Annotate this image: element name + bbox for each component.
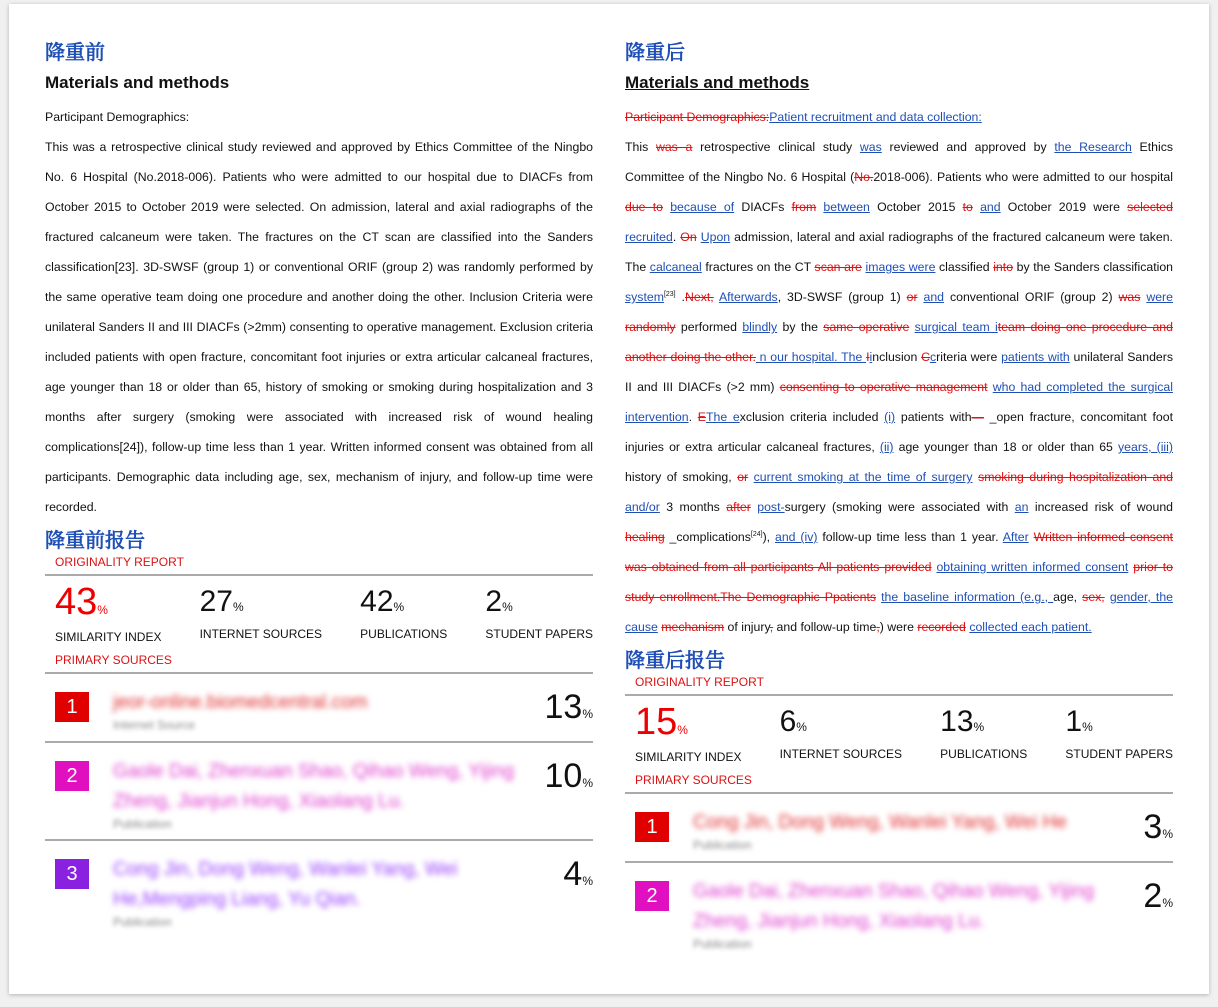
- source-info: [89, 688, 533, 732]
- unchanged-text: DIACFs: [734, 200, 792, 214]
- deleted-text: healing: [625, 530, 665, 544]
- inserted-text: who had completed the surgical intervention: [625, 380, 1173, 424]
- unchanged-text: history of smoking,: [625, 470, 738, 484]
- source-title: Cong Jin, Dong Weng, Wanlei Yang, Wei He: [693, 812, 1067, 833]
- unchanged-text: ) were: [879, 620, 918, 634]
- stat-block: [55, 581, 162, 652]
- deleted-text: was: [1118, 290, 1141, 304]
- stat-number: 43: [55, 581, 98, 623]
- after-report: [625, 648, 1173, 959]
- source-row: [625, 861, 1173, 959]
- citation-superscript: [23]: [663, 290, 676, 298]
- unchanged-text: retrospective clinical study: [692, 140, 860, 154]
- inserted-text: current smoking at the time of surgery: [753, 470, 973, 484]
- stat-value: [780, 704, 902, 745]
- stat-number: 42: [360, 585, 394, 618]
- source-percent-unit: %: [582, 776, 593, 790]
- unchanged-text: .: [672, 230, 681, 244]
- stat-label: SIMILARITY INDEX: [55, 630, 162, 644]
- inserted-text: years, (iii): [1118, 440, 1173, 454]
- unchanged-text: October 2015: [869, 200, 963, 214]
- originality-report-label: ORIGINALITY REPORT: [55, 555, 184, 569]
- source-percent-value: 10: [544, 757, 583, 795]
- stat-block: [360, 584, 447, 652]
- stat-unit: %: [973, 720, 985, 734]
- originality-report-label: ORIGINALITY REPORT: [635, 675, 764, 689]
- inserted-text: Afterwards: [718, 290, 778, 304]
- source-rank-badge: 1: [635, 812, 669, 842]
- unchanged-text: Ethics Committee of the Ningbo No. 6 Hospital (: [625, 140, 1173, 184]
- source-percent: [533, 855, 593, 900]
- deleted-text: Next,: [684, 290, 714, 304]
- unchanged-text: increased risk of wound: [1028, 500, 1173, 514]
- deleted-text: scan are: [814, 260, 862, 274]
- stat-label: STUDENT PAPERS: [1065, 747, 1173, 761]
- unchanged-text: .: [688, 410, 698, 424]
- source-row: [45, 839, 593, 937]
- source-type: Publication: [113, 817, 172, 831]
- unchanged-text: admission, lateral and axial radiographs of the fractured calcaneum were taken. The: [625, 230, 1173, 274]
- before-body: [45, 102, 593, 522]
- inserted-text: (ii): [879, 440, 894, 454]
- inserted-text: The e: [705, 410, 740, 424]
- deleted-text: from: [791, 200, 817, 214]
- stat-block: [485, 584, 593, 652]
- deleted-text: was a: [655, 140, 693, 154]
- source-row: [625, 792, 1173, 861]
- before-column: [45, 40, 593, 937]
- deleted-text: C: [921, 350, 930, 364]
- deleted-text: On: [680, 230, 697, 244]
- after-section-title: 降重后: [625, 42, 685, 64]
- unchanged-text: fractures on the CT: [701, 260, 815, 274]
- inserted-text: Patient recruitment and data collection:: [769, 110, 982, 124]
- source-title: jeor-online.biomedcentral.com: [113, 692, 368, 713]
- inserted-text: and/or: [625, 500, 660, 514]
- stats-row: [45, 576, 593, 652]
- deleted-text: consenting to operative management: [779, 380, 988, 394]
- inserted-text: system: [625, 290, 664, 304]
- unchanged-text: of injury: [724, 620, 770, 634]
- inserted-text: blindly: [742, 320, 778, 334]
- before-subheading: Participant Demographics:: [45, 110, 190, 124]
- unchanged-text: age,: [1053, 590, 1083, 604]
- inserted-text: After: [1002, 530, 1029, 544]
- inserted-text: c: [930, 350, 937, 364]
- inserted-text: calcaneal: [649, 260, 702, 274]
- source-type: Internet Source: [113, 718, 196, 732]
- stat-unit: %: [502, 600, 513, 614]
- stat-number: 27: [199, 585, 233, 618]
- citation-superscript: [24]: [750, 530, 763, 538]
- unchanged-text: age younger than 18 or older than 65: [893, 440, 1118, 454]
- stat-number: 2: [485, 585, 503, 618]
- before-report-title: 降重前报告: [45, 530, 145, 552]
- primary-sources-label: PRIMARY SOURCES: [635, 773, 752, 787]
- deleted-text: E: [697, 410, 706, 424]
- deleted-text: team doing one procedure and another doing the other.: [625, 320, 1173, 364]
- deleted-text: Written informed consent was obtained from all participants All patients provided: [625, 530, 1173, 574]
- unchanged-text: _open fracture, concomitant foot injuries or extra articular calcaneal fractures,: [625, 410, 1173, 454]
- inserted-text: images were: [865, 260, 936, 274]
- stat-unit: %: [232, 600, 244, 614]
- stat-label: INTERNET SOURCES: [199, 627, 323, 641]
- deleted-text: smoking during hospitalization and: [978, 470, 1174, 484]
- unchanged-text: This: [625, 140, 656, 154]
- unchanged-text: classified: [935, 260, 994, 274]
- deleted-text: selected: [1127, 200, 1173, 214]
- before-section-title: 降重前: [45, 42, 105, 64]
- source-rank-badge: 3: [55, 859, 89, 889]
- stat-block: [780, 704, 902, 772]
- source-percent-value: 3: [1143, 808, 1163, 846]
- source-percent-unit: %: [1162, 896, 1173, 910]
- source-row: [45, 741, 593, 839]
- unchanged-text: October 2019 were: [1000, 200, 1128, 214]
- stat-label: PUBLICATIONS: [940, 747, 1028, 761]
- after-revised-body: [625, 102, 1173, 642]
- unchanged-text: and follow-up time: [773, 620, 877, 634]
- before-heading: Materials and methods: [45, 73, 230, 92]
- stat-value: [485, 584, 593, 625]
- source-percent: [533, 757, 593, 802]
- source-percent-value: 13: [544, 688, 583, 726]
- source-title: Gaole Dai, Zhenxuan Shao, Qihao Weng, Yijing Zheng, Jianjun Hong, Xiaolang Lu.: [693, 881, 1095, 932]
- inserted-text: was: [859, 140, 882, 154]
- deleted-text: randomly: [625, 320, 676, 334]
- source-title: Gaole Dai, Zhenxuan Shao, Qihao Weng, Yijing Zheng, Jianjun Hong, Xiaolang Lu.: [113, 761, 515, 812]
- source-title: Cong Jin, Dong Weng, Wanlei Yang, Wei He,Mengping Liang, Yu Qian.: [113, 859, 458, 910]
- unchanged-text: nclusion: [872, 350, 922, 364]
- inserted-text: recruited: [625, 230, 673, 244]
- stat-unit: %: [1082, 720, 1093, 734]
- stat-unit: %: [97, 603, 108, 617]
- stats-row: [625, 696, 1173, 772]
- inserted-text: and: [980, 200, 1001, 214]
- inserted-text: between: [823, 200, 870, 214]
- inserted-text: n our hospital. The: [755, 350, 867, 364]
- stat-value: [360, 584, 447, 625]
- revised-paragraph: [625, 132, 1173, 642]
- unchanged-text: _complications: [664, 530, 751, 544]
- source-info: [89, 855, 533, 929]
- unchanged-text: patients with: [895, 410, 972, 424]
- source-percent-unit: %: [1162, 827, 1173, 841]
- source-percent: [533, 688, 593, 733]
- unchanged-text: xclusion criteria included: [739, 410, 885, 424]
- inserted-text: and (iv): [774, 530, 818, 544]
- before-paragraph: This was a retrospective clinical study reviewed and approved by Ethics Committee of the Ningbo No. 6 Hospital (No.2018-006). Patients who were admitted to our hospital due to DIACFs from October 2015 to October 2019 were selected. On admission, lateral and axial radiographs of the fractured calcaneum were taken. The fractures on the CT scan are classified into the Sanders classification[23]. 3D-SWSF (group 1) or conventional ORIF (group 2) was randomly performed by the same operative team doing one procedure and another doing the other. Inclusion Criteria were unilateral Sanders II and III DIACFs (>2mm) consenting to operative management. Exclusion criteria included patients with open fracture, concomitant foot injuries or extra articular calcaneal fractures, age younger than 18 or older than 65, history of smoking or smoking during hospitalization and 3 months after surgery (smoking were associated with increased risk of wound healing complications[24]), follow-up time less than 1 year. Written informed consent was obtained from all participants. Demographic data including age, sex, mechanism of injury, and follow-up time were recorded.: [45, 140, 593, 514]
- deleted-text: after: [726, 500, 751, 514]
- inserted-text: the Research: [1054, 140, 1132, 154]
- stat-unit: %: [393, 600, 405, 614]
- stat-label: PUBLICATIONS: [360, 627, 448, 641]
- deleted-text: same operative: [823, 320, 910, 334]
- deleted-text: to: [962, 200, 973, 214]
- unchanged-text: ),: [762, 530, 775, 544]
- unchanged-text: [973, 200, 980, 214]
- source-info: [669, 808, 1113, 852]
- revised-paragraph: [625, 102, 1173, 132]
- source-row: [45, 672, 593, 741]
- source-percent: [1113, 877, 1173, 922]
- stat-block: [635, 701, 742, 772]
- deleted-text: into: [993, 260, 1014, 274]
- inserted-text: and: [923, 290, 945, 304]
- stat-label: STUDENT PAPERS: [485, 627, 593, 641]
- unchanged-text: riteria were: [936, 350, 1002, 364]
- inserted-text: were: [1146, 290, 1173, 304]
- unchanged-text: unilateral Sanders II and III DIACFs (>2 mm): [625, 350, 1173, 394]
- source-rank-badge: 2: [55, 761, 89, 791]
- after-column: [625, 40, 1173, 959]
- deleted-text: prior to study enrollment.The Demographic Ppatients: [625, 560, 1174, 604]
- stat-block: [1065, 704, 1173, 772]
- source-percent: [1113, 808, 1173, 853]
- deleted-text: mechanism: [661, 620, 725, 634]
- stat-value: [55, 581, 161, 628]
- inserted-text: patients with: [1001, 350, 1070, 364]
- unchanged-text: performed: [675, 320, 743, 334]
- source-percent-unit: %: [582, 707, 593, 721]
- deleted-text: or: [906, 290, 918, 304]
- primary-sources-list: [45, 672, 593, 937]
- unchanged-text: conventional ORIF (group 2): [944, 290, 1119, 304]
- source-type: Publication: [693, 937, 752, 951]
- source-percent-value: 2: [1143, 877, 1163, 915]
- source-percent-value: 4: [563, 855, 583, 893]
- stat-value: [1065, 704, 1173, 745]
- inserted-text: post-: [757, 500, 785, 514]
- source-info: [669, 877, 1113, 951]
- unchanged-text: .: [675, 290, 685, 304]
- before-report: [45, 528, 593, 937]
- inserted-text: because of: [670, 200, 735, 214]
- primary-sources-list: [625, 792, 1173, 959]
- source-rank-badge: 1: [55, 692, 89, 722]
- stat-block: [200, 584, 322, 652]
- inserted-text: collected each patient.: [969, 620, 1092, 634]
- inserted-text: Upon: [700, 230, 731, 244]
- document-page: [9, 4, 1209, 994]
- unchanged-text: reviewed and approved by: [881, 140, 1055, 154]
- stat-number: 6: [779, 705, 797, 738]
- inserted-text: an: [1014, 500, 1029, 514]
- stat-unit: %: [677, 723, 688, 737]
- unchanged-text: 3 months: [659, 500, 727, 514]
- after-report-title: 降重后报告: [625, 650, 725, 672]
- deleted-text: ,: [769, 620, 774, 634]
- stat-value: [200, 584, 322, 625]
- stat-label: INTERNET SOURCES: [779, 747, 903, 761]
- after-heading: Materials and methods: [625, 73, 810, 92]
- stat-block: [940, 704, 1027, 772]
- unchanged-text: , 3D-SWSF (group 1): [777, 290, 907, 304]
- stat-value: [635, 701, 741, 748]
- inserted-text: surgical team i: [914, 320, 998, 334]
- stat-label: SIMILARITY INDEX: [635, 750, 742, 764]
- deleted-text: ,: [876, 620, 880, 634]
- inserted-text: obtaining written informed consent: [936, 560, 1129, 574]
- inserted-text: the baseline information (e.g.,: [881, 590, 1054, 604]
- primary-sources-label: PRIMARY SOURCES: [55, 653, 172, 667]
- unchanged-text: 2018-006). Patients who were admitted to our hospital: [873, 170, 1173, 184]
- source-info: [89, 757, 533, 831]
- stat-unit: %: [796, 720, 807, 734]
- deleted-text: or: [737, 470, 749, 484]
- deleted-text: No.: [854, 170, 874, 184]
- unchanged-text: surgery (smoking were associated with: [784, 500, 1015, 514]
- unchanged-text: follow-up time less than 1 year.: [817, 530, 1003, 544]
- stat-number: 15: [635, 701, 678, 743]
- stat-value: [940, 704, 1027, 745]
- source-percent-unit: %: [582, 874, 593, 888]
- inserted-text: (i): [884, 410, 896, 424]
- source-rank-badge: 2: [635, 881, 669, 911]
- source-type: Publication: [113, 915, 172, 929]
- source-type: Publication: [693, 838, 752, 852]
- deleted-text: recorded: [917, 620, 966, 634]
- deleted-text: —: [971, 410, 984, 424]
- unchanged-text: by the: [777, 320, 824, 334]
- unchanged-text: by the Sanders classification: [1013, 260, 1174, 274]
- deleted-text: sex,: [1082, 590, 1105, 604]
- stat-number: 1: [1065, 705, 1083, 738]
- deleted-text: Participant Demographics:: [625, 110, 770, 124]
- inserted-text: gender, the cause: [625, 590, 1174, 634]
- inserted-text: i: [869, 350, 873, 364]
- deleted-text: due to: [625, 200, 663, 214]
- stat-number: 13: [940, 705, 974, 738]
- deleted-text: I: [866, 350, 870, 364]
